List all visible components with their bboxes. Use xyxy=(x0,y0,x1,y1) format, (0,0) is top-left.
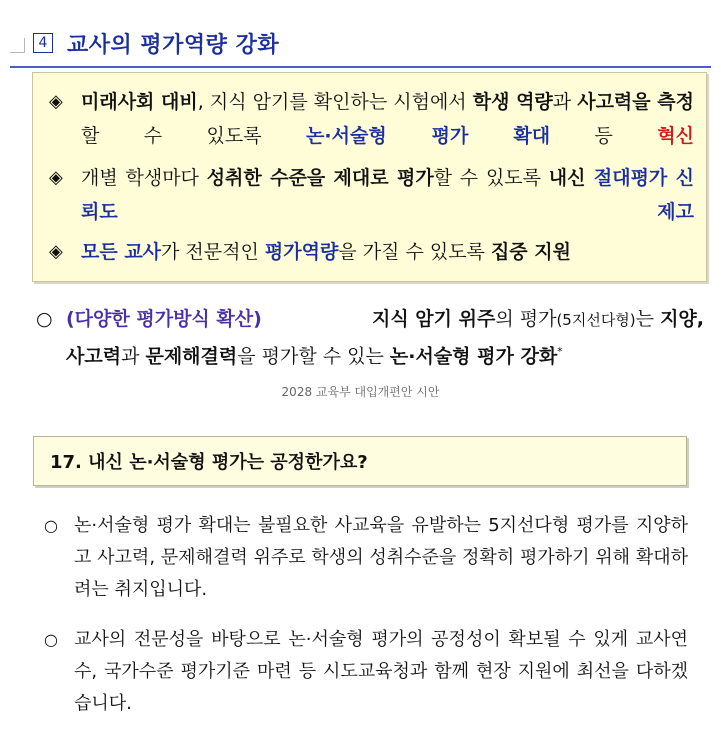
key-point-segment: 개별 학생마다 xyxy=(81,167,207,189)
key-point-segment: 미래사회 대비 xyxy=(81,91,198,113)
paragraph-line-1 xyxy=(66,303,704,336)
key-point-segment: 할 수 있도록 xyxy=(81,125,307,147)
source-caption: 2028 교육부 대입개편안 시안 xyxy=(281,385,440,399)
section-title: 교사의 평가역량 강화 xyxy=(67,32,280,58)
title-underline xyxy=(10,66,711,68)
key-point-3 xyxy=(49,235,694,269)
key-point-2 xyxy=(49,161,694,229)
footnote-mark: * xyxy=(557,345,563,358)
circle-bullet-icon: ○ xyxy=(36,308,53,330)
key-point-1 xyxy=(49,85,694,153)
paragraph-text: 과 xyxy=(121,345,146,368)
paragraph-emph: 문제해결력 xyxy=(145,345,238,368)
key-point-segment: 평가역량 xyxy=(264,241,339,263)
key-point-segment: 내신 xyxy=(548,167,594,189)
paragraph-tag: (다양한 평가방식 확산) xyxy=(66,308,262,330)
key-point-segment: 혁신 xyxy=(657,125,695,147)
key-point-segment: 과 xyxy=(552,91,578,113)
key-point-text xyxy=(81,235,694,269)
key-point-segment: 등 xyxy=(550,125,658,147)
key-point-segment: 가 전문적인 xyxy=(161,241,265,263)
paragraph-text: 을 평가할 수 있는 xyxy=(237,345,390,368)
diamond-bullet-icon: ◈ xyxy=(49,167,63,188)
crop-mark xyxy=(10,38,25,53)
paragraph-emph: 지식 암기 위주 xyxy=(371,308,496,330)
answer-item xyxy=(44,510,688,606)
answer-text: 교사의 전문성을 바탕으로 논·서술형 평가의 공정성이 확보될 수 있게 교사연수, 국가수준 평가기준 마련 등 시도교육청과 함께 현장 지원에 최선을 다하겠습니다. xyxy=(74,629,688,714)
question-title: 17. 내신 논·서술형 평가는 공정한가요? xyxy=(50,452,368,473)
circle-bullet-icon: ○ xyxy=(44,630,58,649)
key-point-segment: 집중 지원 xyxy=(490,241,571,263)
key-point-segment: 학생 역량 xyxy=(472,91,553,113)
section-heading xyxy=(33,28,279,58)
key-point-segment: 논·서술형 평가 확대 xyxy=(306,125,551,147)
section-number-box: 4 xyxy=(33,33,53,53)
paragraph-emph: 사고력 xyxy=(66,345,122,368)
paragraph-text: 는 xyxy=(635,308,661,330)
question-box xyxy=(33,436,687,486)
key-point-segment: , 지식 암기를 확인하는 시험에서 xyxy=(197,91,473,113)
paragraph-note: (5지선다형) xyxy=(556,311,636,329)
key-point-text xyxy=(81,161,694,229)
key-point-segment: 사고력을 측정 xyxy=(577,91,694,113)
policy-paragraph xyxy=(36,303,704,372)
key-point-text xyxy=(81,85,694,153)
answer-text: 논·서술형 평가 확대는 불필요한 사교육을 유발하는 5지선다형 평가를 지양하고 사고력, 문제해결력 위주로 학생의 성취수준을 정확히 평가하기 위해 확대하려는 취지입니다. xyxy=(74,515,688,600)
key-point-segment: 모든 교사 xyxy=(81,241,162,263)
paragraph-emph: 지양, xyxy=(660,308,704,330)
circle-bullet-icon: ○ xyxy=(44,516,58,535)
answer-item xyxy=(44,624,688,720)
key-point-segment: 할 수 있도록 xyxy=(433,167,549,189)
diamond-bullet-icon: ◈ xyxy=(49,241,63,262)
key-points-box xyxy=(32,72,707,282)
paragraph-emph: 논·서술형 평가 강화 xyxy=(389,345,558,368)
diamond-bullet-icon: ◈ xyxy=(49,91,63,112)
key-point-segment: 을 가질 수 있도록 xyxy=(338,241,491,263)
key-point-segment: 절대평가 신뢰도 제고 xyxy=(81,167,695,223)
key-point-segment: 성취한 수준을 제대로 평가 xyxy=(206,167,434,189)
paragraph-line-2 xyxy=(66,336,704,372)
paragraph-text: 의 평가 xyxy=(495,308,557,330)
